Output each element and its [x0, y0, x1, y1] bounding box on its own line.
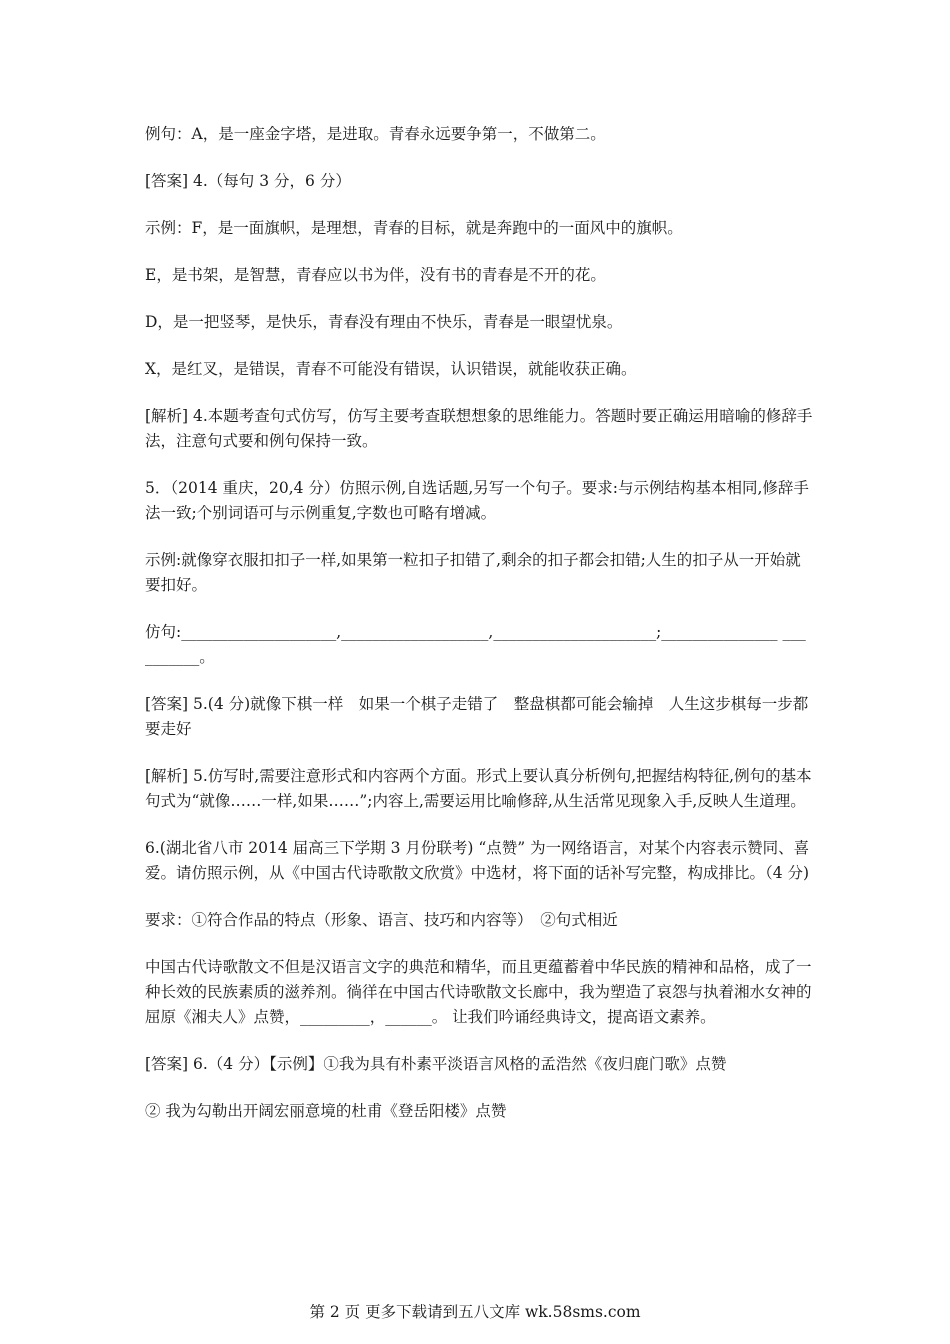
question-6-passage: 中国古代诗歌散文不但是汉语言文字的典范和精华，而且更蕴蓄着中华民族的精神和品格，成了一种长效的民族素质的滋养剂。徜徉在中国古代诗歌散文长廊中，我为塑造了哀怨与执着湘水女神的屈原《湘夫人》点赞，_________，______。 让我们吟诵经典诗文，提高语文素养。	[145, 958, 812, 1026]
question-6: 6.(湖北省八市 2014 届高三下学期 3 月份联考) “点赞” 为一网络语言，对某个内容表示赞同、喜爱。请仿照示例，从《中国古代诗歌散文欣赏》中选材，将下面的话补写完整，构成排比。（4 分)	[145, 839, 810, 882]
answer-4-example-d: D，是一把竖琴，是快乐，青春没有理由不快乐，青春是一眼望忧泉。	[145, 313, 623, 331]
question-5-blank-line: 仿句:____________________,___________________,_____________________;_______________ __________。	[145, 623, 806, 666]
document-body	[145, 122, 813, 1146]
answer-4-example-f: 示例：F，是一面旗帜，是理想，青春的目标，就是奔跑中的一面风中的旗帜。	[145, 219, 683, 237]
question-5-example: 示例:就像穿衣服扣扣子一样,如果第一粒扣子扣错了,剩余的扣子都会扣错;人生的扣子从一开始就要扣好。	[145, 551, 801, 594]
answer-4-heading: [答案] 4.（每句 3 分，6 分）	[145, 172, 351, 190]
page-footer: 第 2 页 更多下载请到五八文库 wk.58sms.com	[309, 1303, 641, 1321]
question-6-requirements: 要求：①符合作品的特点（形象、语言、技巧和内容等） ②句式相近	[145, 911, 618, 929]
analysis-4: [解析] 4.本题考查句式仿写，仿写主要考查联想想象的思维能力。答题时要正确运用暗喻的修辞手法，注意句式要和例句保持一致。	[145, 407, 813, 450]
answer-5: [答案] 5.(4 分)就像下棋一样 如果一个棋子走错了 整盘棋都可能会输掉 人生这步棋每一步都要走好	[145, 695, 809, 738]
analysis-5: [解析] 5.仿写时,需要注意形式和内容两个方面。形式上要认真分析例句,把握结构特征,例句的基本句式为“就像……一样,如果……”;内容上,需要运用比喻修辞,从生活常见现象入手,反映人生道理。	[145, 767, 812, 810]
answer-6-second: ② 我为勾勒出开阔宏丽意境的杜甫《登岳阳楼》点赞	[145, 1102, 507, 1120]
example-sentence: 例句：A，是一座金字塔，是进取。青春永远要争第一，不做第二。	[145, 125, 606, 143]
question-5: 5．（2014 重庆，20,4 分）仿照示例,自选话题,另写一个句子。要求:与示例结构基本相同,修辞手法一致;个别词语可与示例重复,字数也可略有增减。	[145, 479, 809, 522]
answer-4-example-x: X，是红叉，是错误，青春不可能没有错误，认识错误，就能收获正确。	[145, 360, 637, 378]
answer-4-example-e: E，是书架，是智慧，青春应以书为伴，没有书的青春是不开的花。	[145, 266, 606, 284]
answer-6: [答案] 6.（4 分）【示例】①我为具有朴素平淡语言风格的孟浩然《夜归鹿门歌》点赞	[145, 1055, 727, 1073]
